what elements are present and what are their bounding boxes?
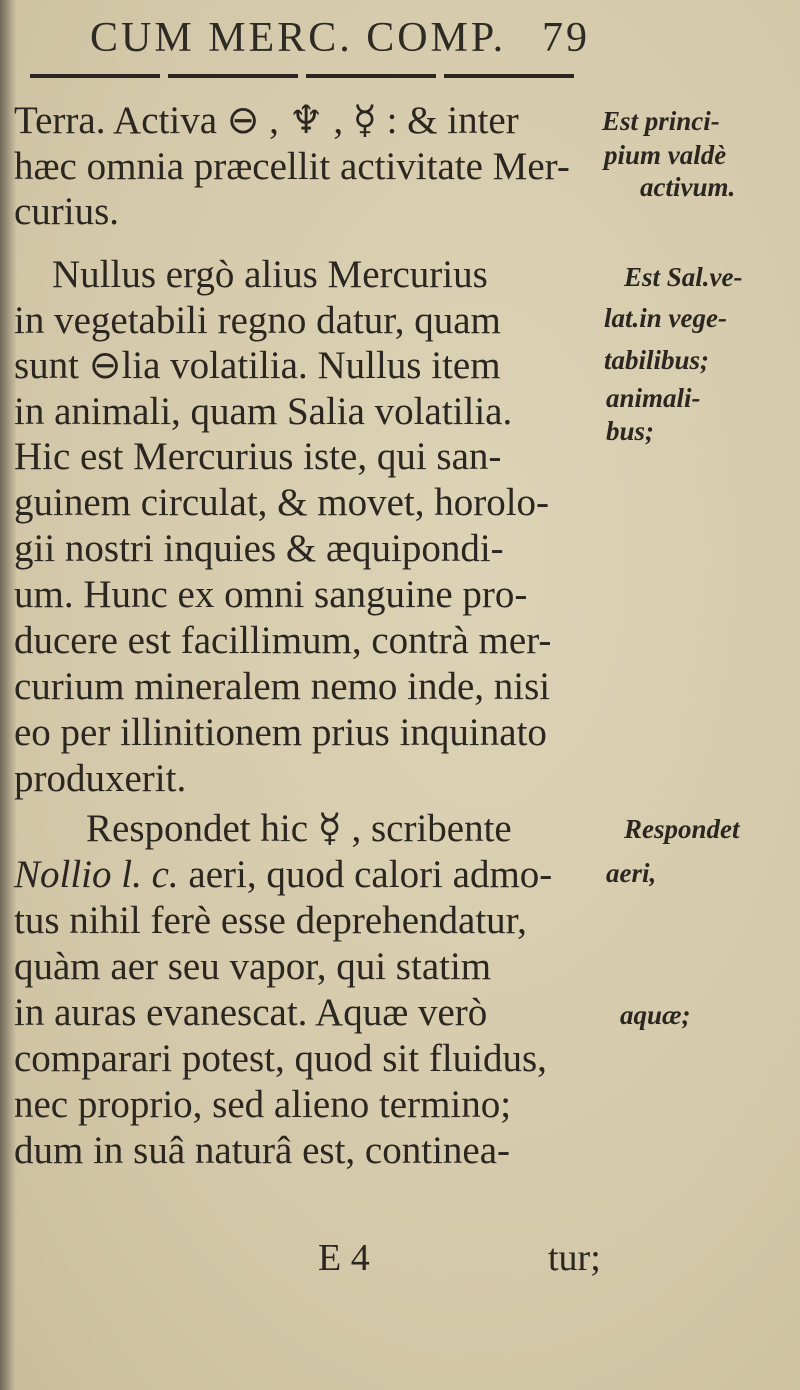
text-line: Respondet hic ☿ , scribente xyxy=(86,807,512,850)
citation: Nollio l. c. xyxy=(14,853,179,896)
text-line: quàm aer seu vapor, qui statim xyxy=(14,945,492,988)
margin-note: Est princi- xyxy=(602,106,720,136)
running-title: CUM MERC. COMP. xyxy=(90,15,507,61)
margin-note: aeri, xyxy=(606,858,657,888)
margin-note: tabilibus; xyxy=(604,345,710,375)
text-line: Nullus ergò alius Mercurius xyxy=(52,253,488,296)
text-line: tus nihil ferè esse deprehendatur, xyxy=(14,899,527,942)
text-line: dum in suâ naturâ est, continea- xyxy=(14,1129,511,1172)
text-line: um. Hunc ex omni sanguine pro- xyxy=(14,573,528,616)
text-line: sunt ⊖lia volatilia. Nullus item xyxy=(14,344,501,387)
text-line: in vegetabili regno datur, quam xyxy=(14,299,501,342)
text-line: in auras evanescat. Aquæ verò xyxy=(14,991,488,1034)
signature-mark: E 4 xyxy=(318,1237,370,1279)
text-line: curium mineralem nemo inde, nisi xyxy=(14,665,551,708)
margin-note: bus; xyxy=(606,416,655,446)
text-line: eo per illinitionem prius inquinato xyxy=(14,711,547,754)
text-line-rest: aeri, quod calori admo- xyxy=(188,853,553,896)
text-line: in animali, quam Salia volatilia. xyxy=(14,390,513,433)
margin-note: lat.in vege- xyxy=(604,303,727,333)
header-rule xyxy=(30,74,582,78)
margin-note: aquæ; xyxy=(620,1000,691,1030)
text-line: hæc omnia præcellit activitate Mer- xyxy=(14,145,570,188)
margin-note: animali- xyxy=(606,383,701,413)
text-line: Hic est Mercurius iste, qui san- xyxy=(14,435,502,478)
margin-note: Respondet xyxy=(624,814,740,844)
text-line xyxy=(14,852,552,897)
text-line: nec proprio, sed alieno termino; xyxy=(14,1083,512,1126)
text-line: comparari potest, quod sit fluidus, xyxy=(14,1037,547,1080)
catchword: tur; xyxy=(548,1237,601,1279)
text-line: guinem circulat, & movet, horolo- xyxy=(14,481,550,524)
text-line: ducere est facillimum, contrà mer- xyxy=(14,619,552,662)
text-line: Terra. Activa ⊖ , ♆ , ☿ : & inter xyxy=(14,99,519,142)
text-line: produxerit. xyxy=(14,757,187,800)
text-line: gii nostri inquies & æquipondi- xyxy=(14,527,504,570)
margin-note: pium valdè xyxy=(604,140,727,170)
margin-note: Est Sal.ve- xyxy=(624,262,743,292)
page-number: 79 xyxy=(542,15,590,61)
margin-note: activum. xyxy=(640,172,736,202)
text-line: curius. xyxy=(14,190,120,233)
running-header xyxy=(90,10,610,70)
